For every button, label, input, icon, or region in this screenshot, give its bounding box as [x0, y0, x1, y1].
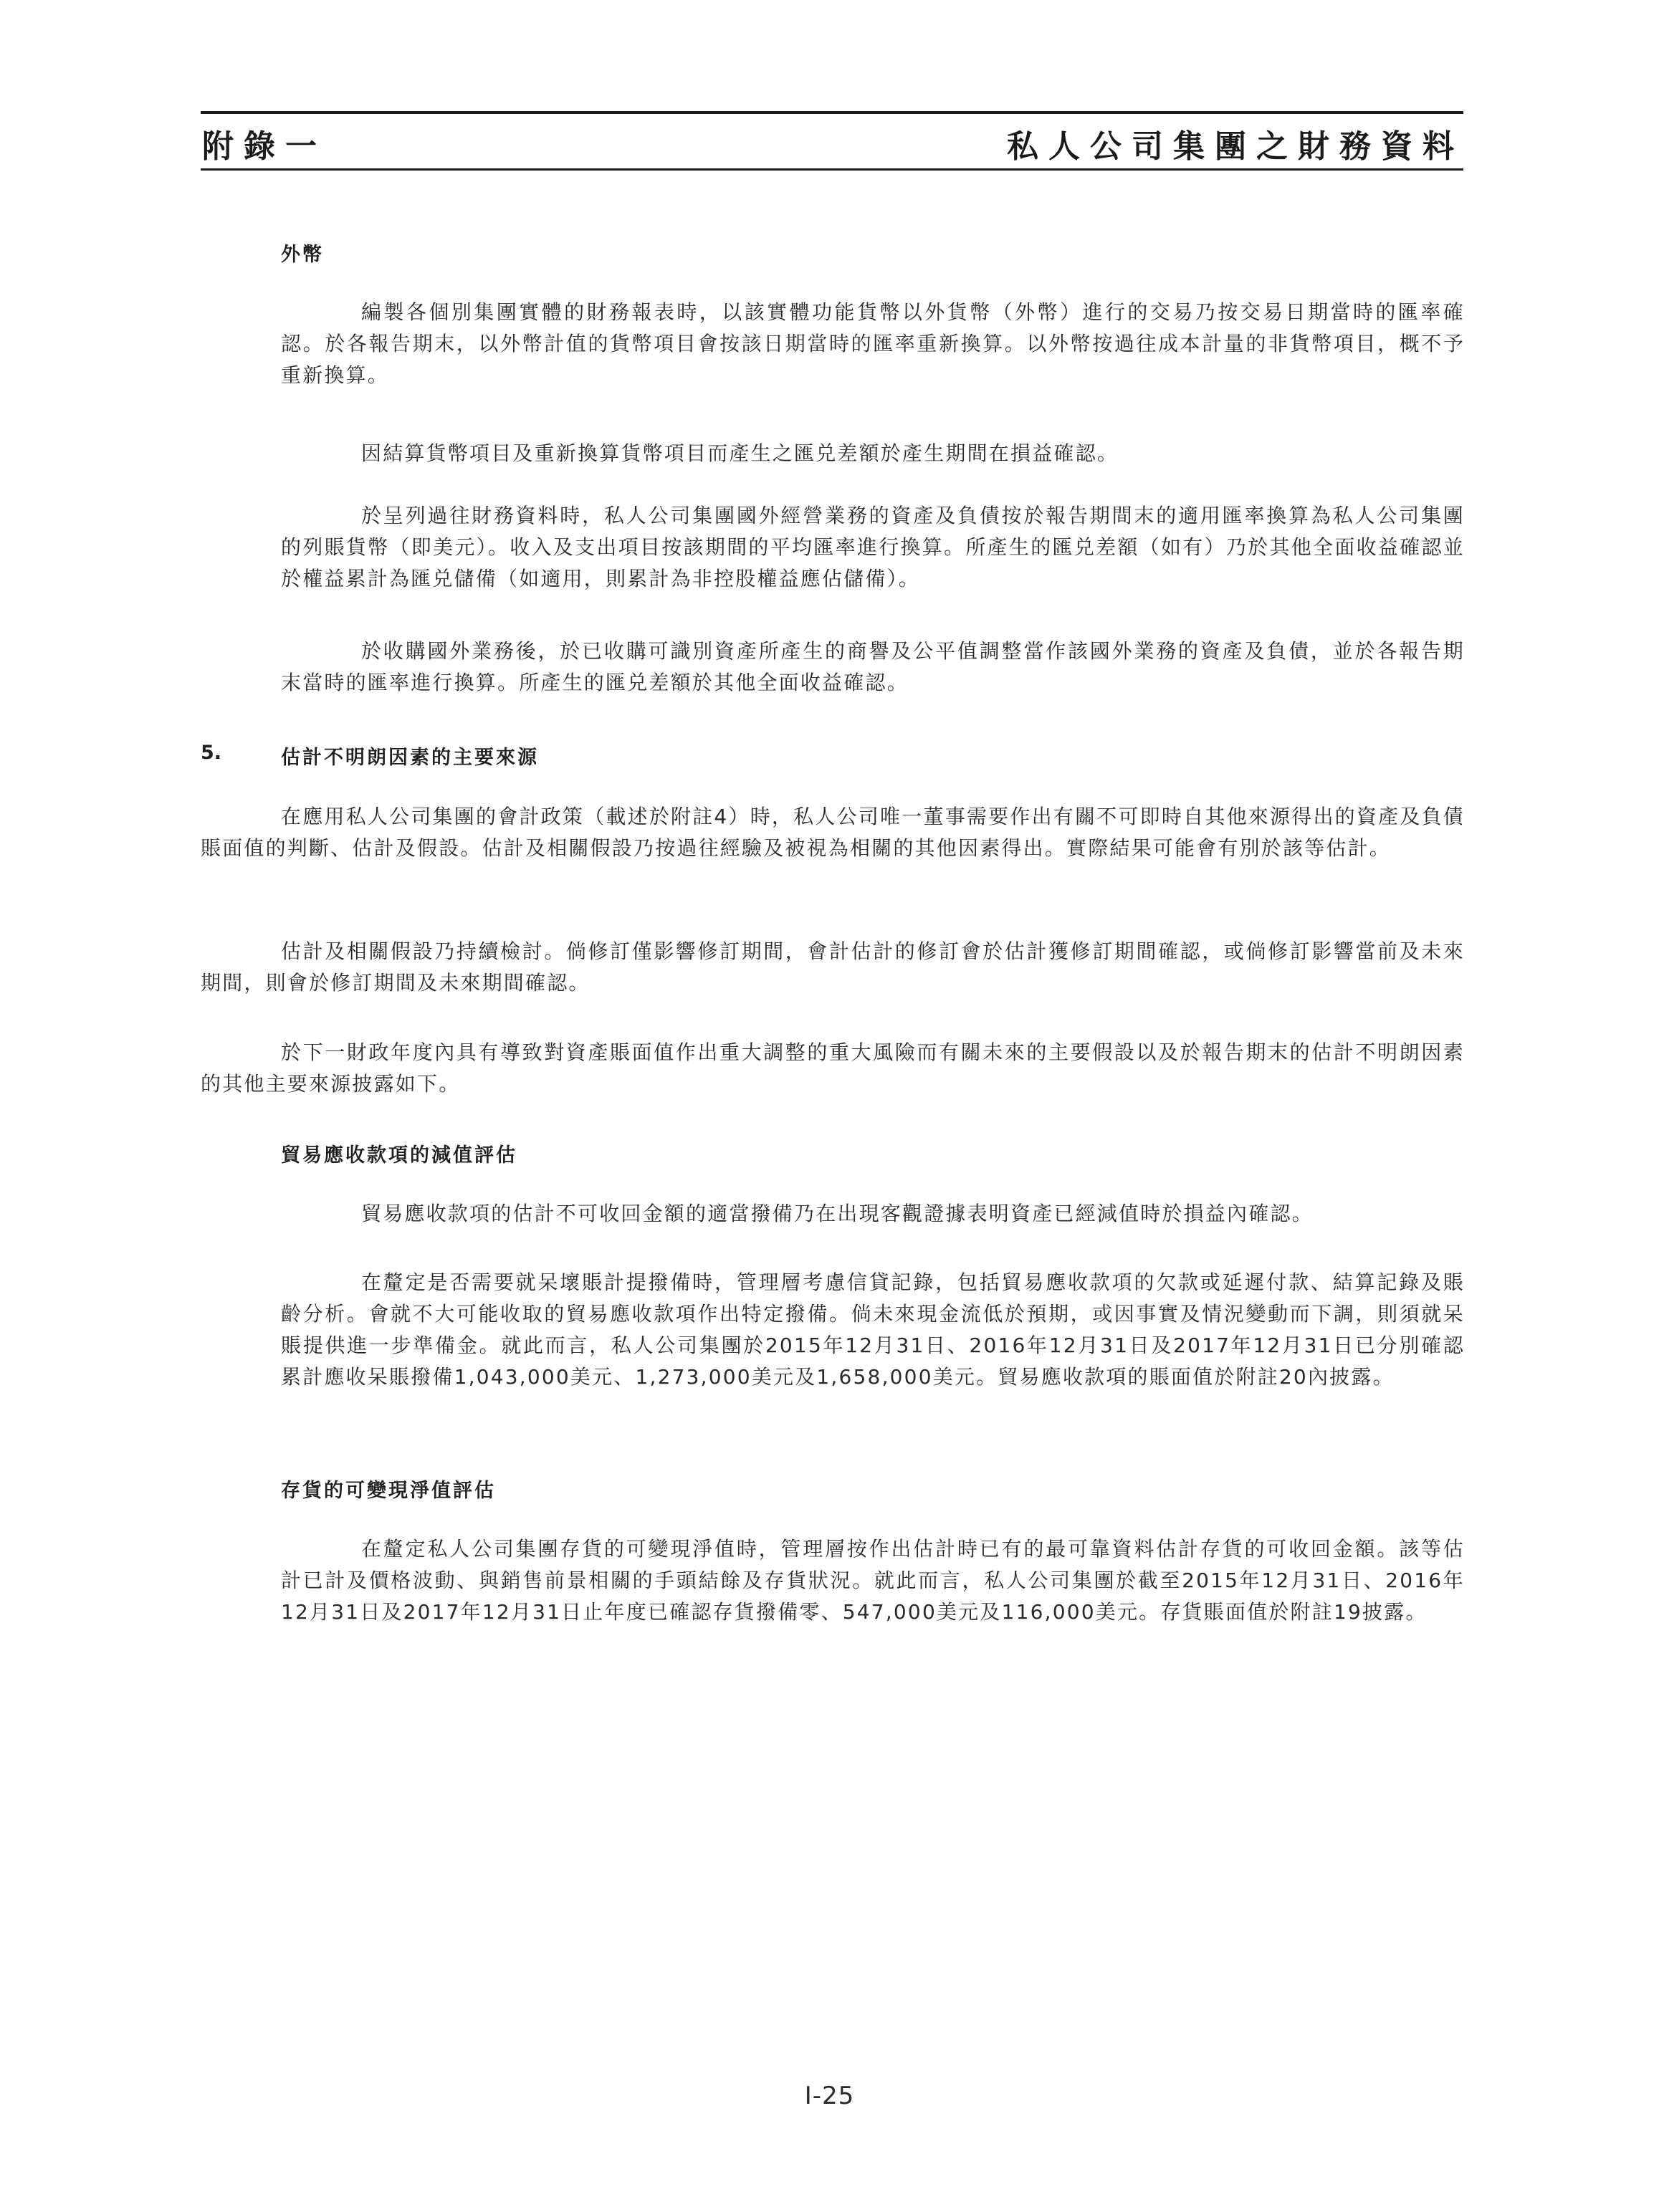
paragraph-inventories-1: 在釐定私人公司集團存貨的可變現淨值時，管理層按作出估計時已有的最可靠資料估計存貨的可收回金額。該等估計已計及價格波動、與銷售前景相關的手頭結餘及存貨狀況。就此而言，私人公司集團於截至2015年12月31日、2016年12月31日及2017年12月31日止年度已確認存貨撥備零、547,000美元及116,000美元。存貨賬面值於附註19披露。	[281, 1537, 1465, 1624]
header-rule-top	[201, 111, 1463, 114]
header-rule-bottom	[201, 168, 1463, 171]
paragraph-foreign-currency-2: 因結算貨幣項目及重新換算貨幣項目而產生之匯兑差額於產生期間在損益確認。	[361, 441, 1119, 465]
paragraph-trade-receivables-2: 在釐定是否需要就呆壞賬計提撥備時，管理層考慮信貸記錄，包括貿易應收款項的欠款或延遲付款、結算記錄及賬齡分析。會就不大可能收取的貿易應收款項作出特定撥備。倘未來現金流低於預期，或因事實及情況變動而下調，則須就呆賬提供進一步準備金。就此而言，私人公司集團於2015年12月31日、2016年12月31日及2017年12月31日已分別確認累計應收呆賬撥備1,043,000美元、1,273,000美元及1,658,000美元。貿易應收款項的賬面值於附註20內披露。	[281, 1270, 1465, 1389]
section-title: 估計不明朗因素的主要來源	[281, 747, 539, 769]
appendix-label: 附錄一	[202, 128, 327, 165]
paragraph-estimates-2: 估計及相關假設乃持續檢討。倘修訂僅影響修訂期間，會計估計的修訂會於估計獲修訂期間確認，或倘修訂影響當前及未來期間，則會於修訂期間及未來期間確認。	[201, 939, 1465, 995]
paragraph-foreign-currency-1: 編製各個別集團實體的財務報表時，以該實體功能貨幣以外貨幣（外幣）進行的交易乃按交易日期當時的匯率確認。於各報告期末，以外幣計值的貨幣項目會按該日期當時的匯率重新換算。以外幣按過往成本計量的非貨幣項目，概不予重新換算。	[281, 300, 1465, 387]
subheading-foreign-currency: 外幣	[281, 244, 324, 266]
paragraph-estimates-3: 於下一財政年度內具有導致對資產賬面值作出重大調整的重大風險而有關未來的主要假設以及於報告期末的估計不明朗因素的其他主要來源披露如下。	[201, 1040, 1465, 1096]
paragraph-trade-receivables-1: 貿易應收款項的估計不可收回金額的適當撥備乃在出現客觀證據表明資產已經減值時於損益內確認。	[361, 1202, 1314, 1225]
paragraph-foreign-currency-3: 於呈列過往財務資料時，私人公司集團國外經營業務的資產及負債按於報告期間末的適用匯率換算為私人公司集團的列賬貨幣（即美元）。收入及支出項目按該期間的平均匯率進行換算。所產生的匯兑差額（如有）乃於其他全面收益確認並於權益累計為匯兑儲備（如適用，則累計為非控股權益應佔儲備）。	[281, 504, 1465, 590]
page-number: I-25	[804, 2082, 855, 2110]
paragraph-estimates-1: 在應用私人公司集團的會計政策（載述於附註4）時，私人公司唯一董事需要作出有關不可即時自其他來源得出的資產及負債賬面值的判斷、估計及假設。估計及相關假設乃按過往經驗及被視為相關的其他因素得出。實際結果可能會有別於該等估計。	[201, 805, 1465, 860]
page-section-title: 私人公司集團之財務資料	[1007, 128, 1464, 165]
section-number: 5.	[201, 742, 222, 764]
subheading-inventories: 存貨的可變現淨值評估	[281, 1480, 496, 1502]
paragraph-foreign-currency-4: 於收購國外業務後，於已收購可識別資產所產生的商譽及公平值調整當作該國外業務的資產及負債，並於各報告期末當時的匯率進行換算。所產生的匯兑差額於其他全面收益確認。	[281, 639, 1465, 694]
subheading-trade-receivables: 貿易應收款項的減值評估	[281, 1144, 517, 1167]
